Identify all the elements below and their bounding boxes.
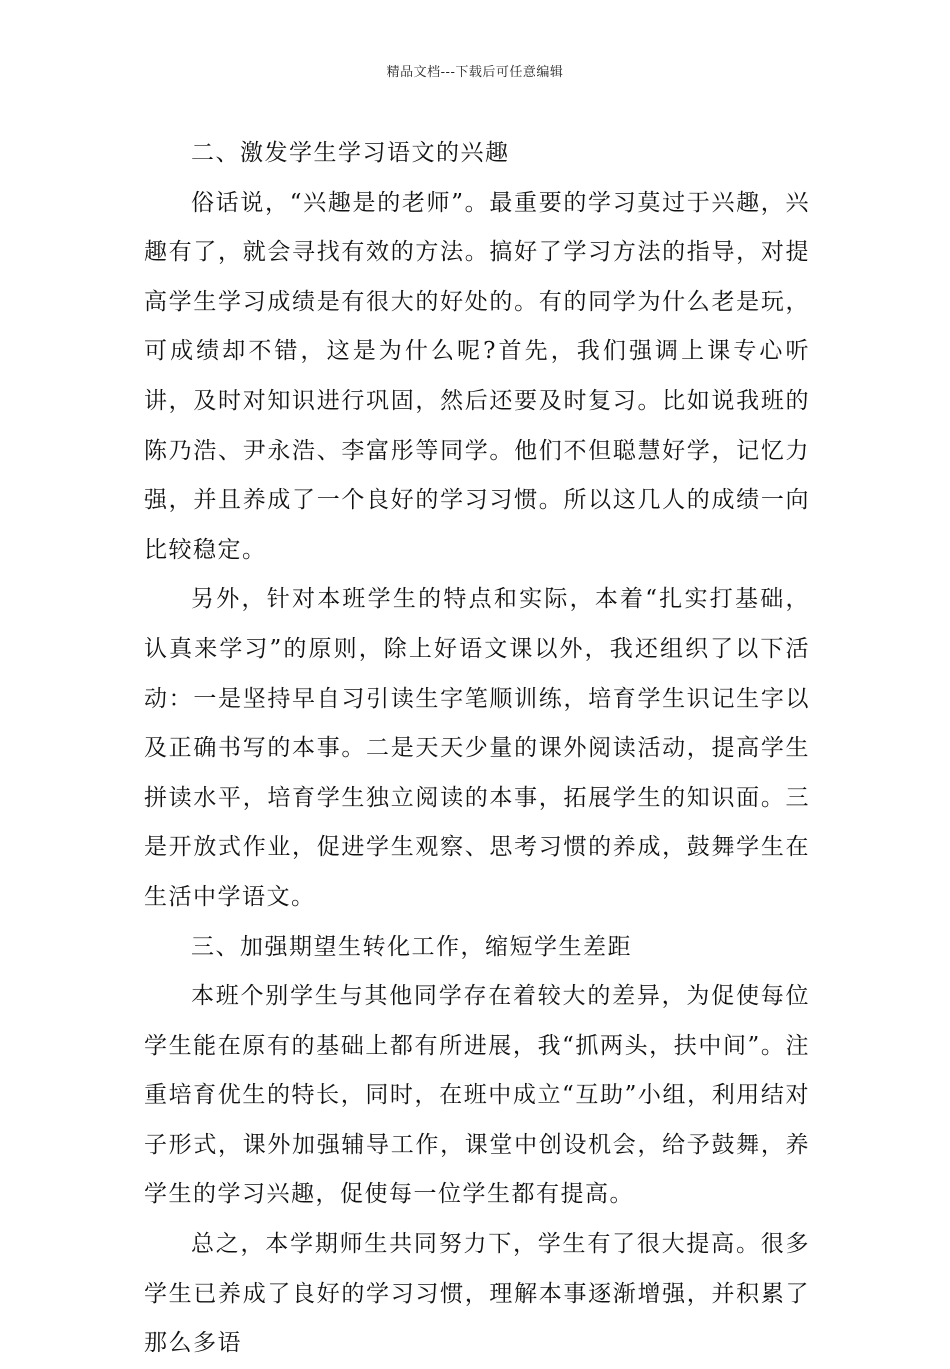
document-body (144, 129, 810, 1369)
page-header: 精品文档---下载后可任意编辑 (386, 65, 564, 80)
body-paragraph: 俗话说，“兴趣是的老师”。最重要的学习莫过于兴趣，兴趣有了，就会寻找有效的方法。搞好了学习方法的指导，对提高学生学习成绩是有很大的好处的。有的同学为什么老是玩，可成绩却不错，这是为什么呢?首先，我们强调上课专心听讲，及时对知识进行巩固，然后还要及时复习。比如说我班的陈乃浩、尹永浩、李富彤等同学。他们不但聪慧好学，记忆力强，并且养成了一个良好的学习习惯。所以这几人的成绩一向比较稳定。 (144, 189, 810, 563)
body-paragraph: 总之，本学期师生共同努力下，学生有了很大提高。很多学生已养成了良好的学习习惯，理解本事逐渐增强，并积累了那么多语 (144, 1231, 810, 1357)
section-heading-3: 三、加强期望生转化工作，缩短学生差距 (191, 933, 632, 960)
section-heading-2: 二、激发学生学习语文的兴趣 (191, 140, 510, 166)
body-paragraph: 另外，针对本班学生的特点和实际，本着“扎实打基础，认真来学习”的原则，除上好语文课以外，我还组织了以下活动：一是坚持早自习引读生字笔顺训练，培育学生识记生字以及正确书写的本事。二是天天少量的课外阅读活动，提高学生拼读水平，培育学生独立阅读的本事，拓展学生的知识面。三是开放式作业，促进学生观察、思考习惯的养成，鼓舞学生在生活中学语文。 (144, 586, 810, 910)
body-paragraph: 本班个别学生与其他同学存在着较大的差异，为促使每位学生能在原有的基础上都有所进展，我“抓两头，扶中间”。注重培育优生的特长，同时，在班中成立“互助”小组，利用结对子形式，课外加强辅导工作，课堂中创设机会，给予鼓舞，养学生的学习兴趣，促使每一位学生都有提高。 (144, 983, 810, 1208)
